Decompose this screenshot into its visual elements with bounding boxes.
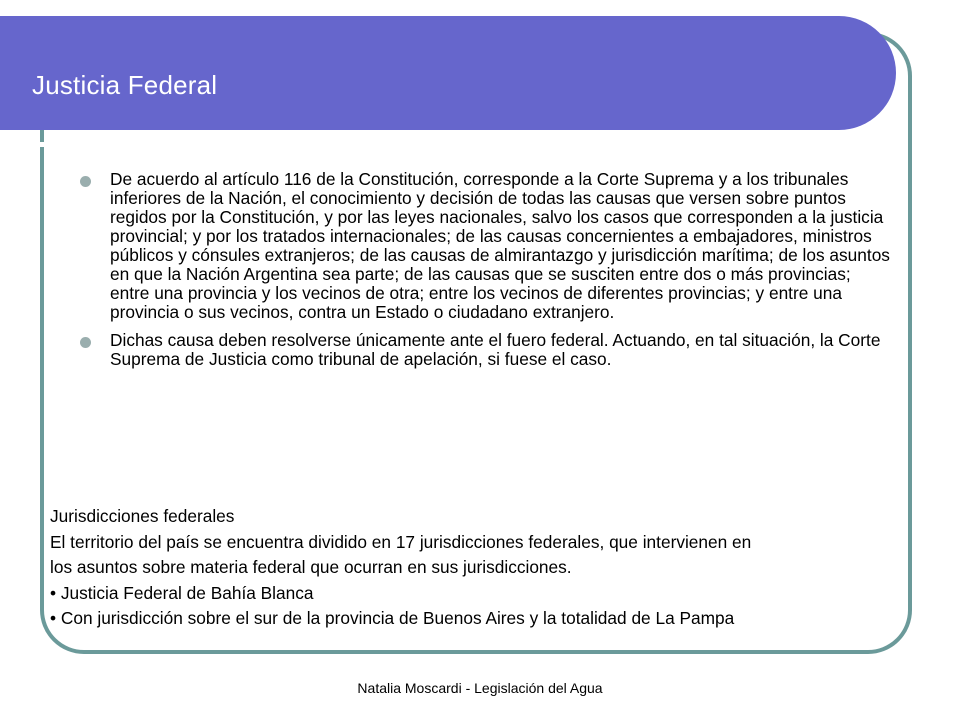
- jurisdicciones-section: [50, 504, 930, 632]
- bullet-text: Dichas causa deben resolverse únicamente ante el fuero federal. Actuando, en tal situación, la Corte Suprema de Justicia como tribunal de apelación, si fuese el caso.: [110, 330, 881, 369]
- slide-title: Justicia Federal: [32, 70, 218, 100]
- jurisdicciones-heading: Jurisdicciones federales: [50, 506, 235, 526]
- bullet-item: [80, 170, 890, 322]
- bullet-dot-icon: [80, 176, 91, 187]
- jurisdicciones-line: los asuntos sobre materia federal que ocurran en sus jurisdicciones.: [50, 557, 572, 577]
- title-underline: [24, 142, 850, 147]
- footer-text: Natalia Moscardi - Legislación del Agua: [357, 680, 603, 696]
- jurisdicciones-line: El territorio del país se encuentra dividido en 17 jurisdicciones federales, que intervienen en: [50, 531, 752, 552]
- bullet-item: [80, 331, 890, 369]
- bullet-text: De acuerdo al artículo 116 de la Constitución, corresponde a la Corte Suprema y a los tribunales inferiores de la Nación, el conocimiento y decisión de todas las causas que versen sobre puntos regidos por la Constitución, y por las leyes nacionales, salvo los casos que corresponden a la justicia provincial; y por los tratados internacionales; de las causas concernientes a embajadores, ministros públicos y cónsules extranjeros; de las causas de almirantazgo y jurisdicción marítima; de los asuntos en que la Nación Argentina sea parte; de las causas que se susciten entre dos o más provincias; entre una provincia y los vecinos de otra; entre los vecinos de diferentes provincias; y entre una provincia o sus vecinos, contra un Estado o ciudadano extranjero.: [110, 169, 890, 322]
- bullet-list: [80, 170, 890, 378]
- jurisdicciones-item: • Justicia Federal de Bahía Blanca: [50, 582, 314, 603]
- bullet-dot-icon: [80, 337, 91, 348]
- jurisdicciones-item: • Con jurisdicción sobre el sur de la provincia de Buenos Aires y la totalidad de La Pampa: [50, 608, 735, 628]
- title-bar: [0, 16, 896, 130]
